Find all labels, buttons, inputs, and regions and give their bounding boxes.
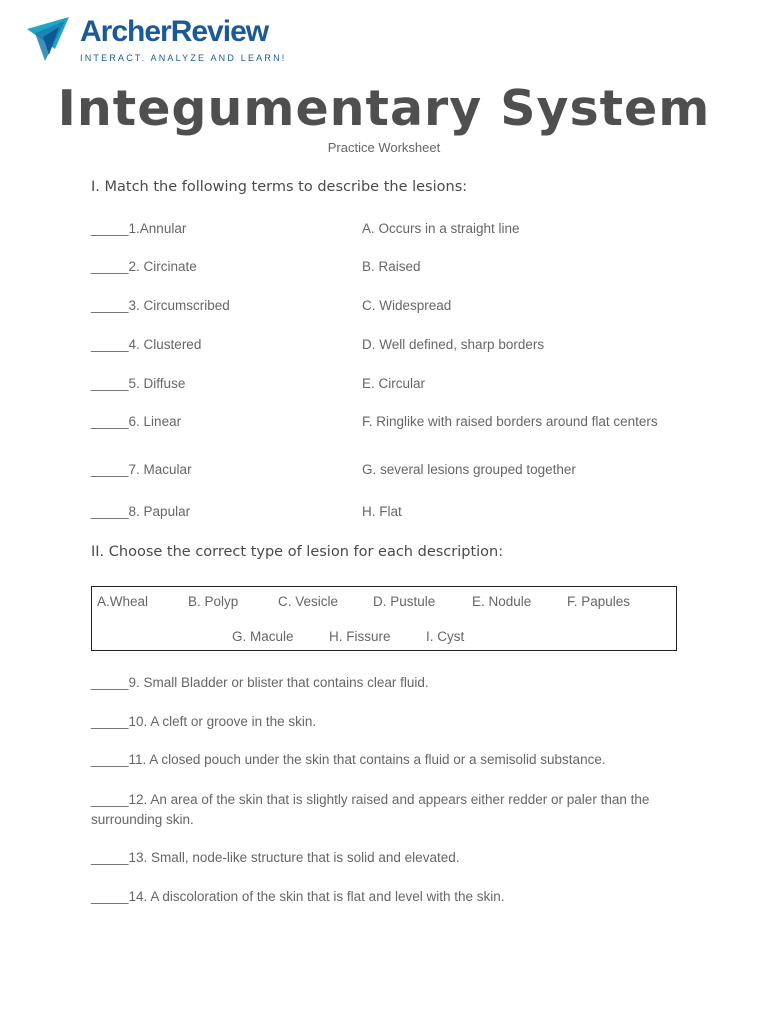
match-row: [0, 221, 768, 241]
match-term: _____1.Annular: [91, 221, 187, 236]
match-definition: B. Raised: [362, 259, 421, 274]
option-wheal: A.Wheal: [97, 594, 149, 609]
match-row: [0, 259, 768, 279]
option-cyst: I. Cyst: [426, 629, 465, 644]
match-definition: H. Flat: [362, 504, 402, 519]
option-polyp: B. Polyp: [188, 594, 239, 609]
brand-name: ArcherReview: [80, 15, 269, 48]
match-definition: D. Well defined, sharp borders: [362, 337, 545, 352]
archer-arrow-icon: [25, 15, 73, 63]
brand-tagline: INTERACT. ANALYZE AND LEARN!: [80, 53, 287, 63]
question-item: _____13. Small, node-like structure that is solid and elevated.: [91, 850, 460, 865]
match-term: _____2. Circinate: [91, 259, 197, 274]
option-pustule: D. Pustule: [373, 594, 436, 609]
match-row: [0, 462, 768, 482]
match-term: _____7. Macular: [91, 462, 192, 477]
question-item: _____10. A cleft or groove in the skin.: [91, 714, 317, 729]
match-row: [0, 298, 768, 318]
match-term: _____8. Papular: [91, 504, 191, 519]
option-macule: G. Macule: [232, 629, 294, 644]
match-row: [0, 376, 768, 396]
option-vesicle: C. Vesicle: [278, 594, 339, 609]
lesion-options-box: [91, 586, 677, 651]
match-row: [0, 504, 768, 524]
question-item: _____12. An area of the skin that is slightly raised and appears either redder or paler than the surrounding skin.: [91, 792, 650, 827]
option-nodule: E. Nodule: [472, 594, 532, 609]
question-item: _____14. A discoloration of the skin that is flat and level with the skin.: [91, 889, 505, 904]
option-papules: F. Papules: [567, 594, 631, 609]
match-term: _____3. Circumscribed: [91, 298, 230, 313]
match-term: _____6. Linear: [91, 414, 182, 429]
match-row: [0, 337, 768, 357]
question-item: _____9. Small Bladder or blister that contains clear fluid.: [91, 675, 429, 690]
section-2-heading: II. Choose the correct type of lesion for each description:: [91, 544, 504, 560]
section-1-heading: I. Match the following terms to describe the lesions:: [91, 179, 468, 195]
question-item: _____11. A closed pouch under the skin that contains a fluid or a semisolid substance.: [91, 752, 606, 767]
option-fissure: H. Fissure: [329, 629, 391, 644]
match-term: _____5. Diffuse: [91, 376, 186, 391]
match-definition: A. Occurs in a straight line: [362, 221, 520, 236]
match-definition: F. Ringlike with raised borders around flat centers: [362, 414, 658, 429]
match-definition: C. Widespread: [362, 298, 452, 313]
match-term: _____4. Clustered: [91, 337, 202, 352]
match-row: [0, 414, 768, 434]
match-definition: G. several lesions grouped together: [362, 462, 576, 477]
match-definition: E. Circular: [362, 376, 426, 391]
archer-review-logo: [25, 15, 305, 67]
page-subtitle: Practice Worksheet: [327, 140, 441, 155]
page-title: Integumentary System: [57, 80, 711, 137]
